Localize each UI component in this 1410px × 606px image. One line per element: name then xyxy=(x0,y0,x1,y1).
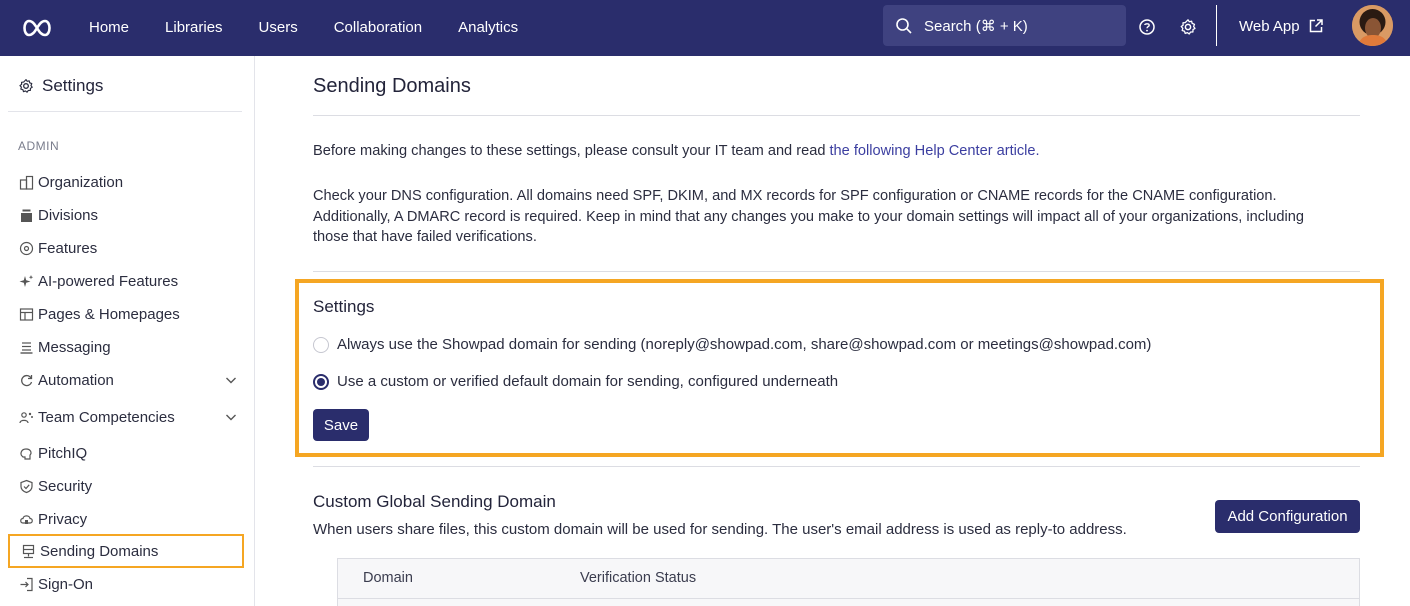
title-divider xyxy=(313,115,1360,116)
sidebar-item-team-competencies[interactable] xyxy=(8,403,244,431)
sidebar-item-label: Team Competencies xyxy=(38,408,175,426)
features-icon xyxy=(18,240,34,256)
sidebar-header xyxy=(18,76,103,96)
help-icon[interactable] xyxy=(1136,16,1158,38)
nav-home[interactable]: Home xyxy=(89,19,130,36)
sidebar-item-messaging[interactable] xyxy=(8,333,244,361)
external-link-icon xyxy=(1308,18,1324,34)
column-header-verification-status[interactable]: Verification Status xyxy=(580,570,697,586)
sparkle-icon xyxy=(18,273,34,289)
shield-icon xyxy=(18,478,34,494)
top-navigation-bar xyxy=(0,0,1410,56)
section-divider xyxy=(313,271,1360,272)
sidebar-item-label: Sending Domains xyxy=(40,542,159,560)
radio-label: Use a custom or verified default domain for sending, configured underneath xyxy=(337,373,839,390)
sidebar-item-label: Privacy xyxy=(38,510,88,528)
sidebar-item-label: Divisions xyxy=(38,206,99,224)
automation-icon xyxy=(18,372,34,388)
nav-analytics[interactable]: Analytics xyxy=(458,19,519,36)
intro-paragraph xyxy=(313,141,1353,162)
radio-option-showpad-domain[interactable] xyxy=(313,336,1151,353)
radio-option-custom-domain[interactable] xyxy=(313,373,838,390)
save-button[interactable]: Save xyxy=(313,409,369,441)
search-icon xyxy=(895,17,913,35)
showpad-logo-icon[interactable] xyxy=(20,14,54,42)
sidebar-item-sending-domains[interactable] xyxy=(8,534,244,568)
sidebar-item-pages-homepages[interactable] xyxy=(8,300,244,328)
divisions-icon xyxy=(18,207,34,223)
nav-divider xyxy=(1216,5,1217,46)
web-app-link[interactable] xyxy=(1239,0,1324,52)
nav-libraries[interactable]: Libraries xyxy=(165,19,223,36)
radio-button-selected[interactable] xyxy=(313,374,329,390)
radio-label: Always use the Showpad domain for sending (noreply@showpad.com, share@showpad.com or meetings@showpad.com) xyxy=(337,336,1152,353)
settings-section-title: Settings xyxy=(313,297,375,316)
sidebar-item-label: AI-powered Features xyxy=(38,272,179,290)
chevron-down-icon[interactable] xyxy=(224,410,238,428)
sidebar-item-privacy[interactable] xyxy=(8,505,244,533)
messaging-icon xyxy=(18,339,34,355)
sidebar-item-sign-on[interactable] xyxy=(8,570,244,598)
page-title: Sending Domains xyxy=(313,75,471,97)
nav-users[interactable]: Users xyxy=(258,19,298,36)
sidebar-item-security[interactable] xyxy=(8,472,244,500)
sidebar-item-label: Messaging xyxy=(38,338,111,356)
intro-text: Before making changes to these settings, please consult your IT team and read xyxy=(313,143,830,159)
sign-in-icon xyxy=(18,576,34,592)
table-header-divider xyxy=(338,598,1359,599)
pitchiq-icon xyxy=(18,445,34,461)
settings-highlight-box xyxy=(295,279,1384,457)
dns-paragraph: Check your DNS configuration. All domains need SPF, DKIM, and MX records for SPF configuration or CNAME records for the CNAME configuration. Additionally, A DMARC record is required. Keep in mind that any changes you make to your domain settings will impact all of your organizations, including those that have failed verifications. xyxy=(313,188,1304,245)
sidebar-item-divisions[interactable] xyxy=(8,201,244,229)
search-placeholder: Search (⌘ + K) xyxy=(924,17,1028,35)
building-icon xyxy=(18,174,34,190)
settings-sidebar xyxy=(0,56,255,606)
custom-domain-title: Custom Global Sending Domain xyxy=(313,492,556,511)
server-icon xyxy=(20,543,36,559)
section-divider xyxy=(313,466,1360,467)
chevron-down-icon[interactable] xyxy=(224,373,238,391)
sidebar-item-features[interactable] xyxy=(8,234,244,262)
radio-button-unselected[interactable] xyxy=(313,337,329,353)
sidebar-item-label: Pages & Homepages xyxy=(38,305,180,323)
sidebar-item-pitchiq[interactable] xyxy=(8,439,244,467)
web-app-label: Web App xyxy=(1239,17,1300,35)
add-configuration-button[interactable]: Add Configuration xyxy=(1215,500,1360,533)
sidebar-divider xyxy=(8,111,242,112)
sidebar-item-label: Features xyxy=(38,239,98,257)
sidebar-item-label: Sign-On xyxy=(38,575,94,593)
search-input[interactable] xyxy=(883,5,1126,46)
sidebar-item-label: Organization xyxy=(38,173,124,191)
team-icon xyxy=(18,409,34,425)
sidebar-item-label: Security xyxy=(38,477,93,495)
sidebar-item-label: Automation xyxy=(38,371,114,389)
sidebar-item-label: PitchIQ xyxy=(38,444,88,462)
gear-icon[interactable] xyxy=(1177,16,1199,38)
privacy-icon xyxy=(18,511,34,527)
sidebar-section-admin: ADMIN xyxy=(18,139,60,153)
column-header-domain[interactable]: Domain xyxy=(363,570,413,586)
sidebar-title: Settings xyxy=(42,76,104,95)
sidebar-item-automation[interactable] xyxy=(8,366,244,394)
user-avatar[interactable] xyxy=(1352,5,1393,46)
custom-domain-description: When users share files, this custom domain will be used for sending. The user's email address is used as reply-to address. xyxy=(313,521,1127,538)
sidebar-item-ai-powered-features[interactable] xyxy=(8,267,244,295)
nav-collaboration[interactable]: Collaboration xyxy=(333,19,423,36)
help-center-link[interactable]: the following Help Center article. xyxy=(829,143,1040,159)
domains-table xyxy=(337,558,1360,606)
sidebar-item-organization[interactable] xyxy=(8,168,244,196)
gear-icon xyxy=(18,78,34,94)
pages-icon xyxy=(18,306,34,322)
